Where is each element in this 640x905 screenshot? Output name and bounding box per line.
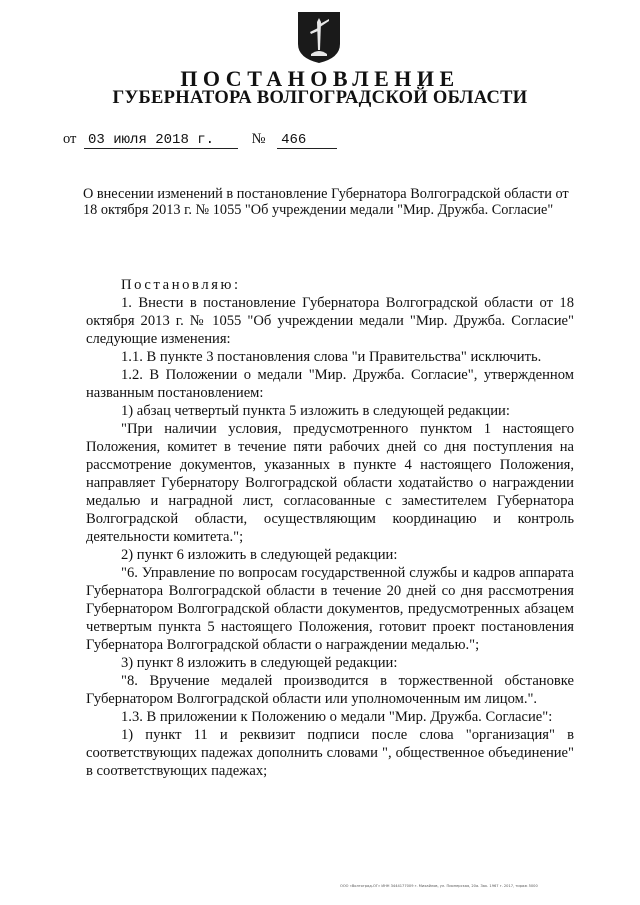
- body-paragraph: 1. Внести в постановление Губернатора Волгоградской области от 18 октября 2013 г. № 1055 "Об учреждении медали "Мир. Дружба. Согласие" следующие изменения:: [86, 295, 574, 347]
- number-prefix: №: [251, 131, 266, 147]
- body-paragraph: 1.1. В пункте 3 постановления слова "и Правительства" исключить.: [121, 349, 542, 365]
- decree-date: 03 июля 2018 г.: [84, 132, 238, 149]
- regional-emblem: [296, 10, 342, 64]
- body-paragraph: 1) пункт 11 и реквизит подписи после слова "организация" в соответствующих падежах дополнить словами ", общественное объединение" в соответствующих падежах;: [86, 727, 574, 779]
- body-paragraph: 2) пункт 6 изложить в следующей редакции:: [121, 547, 398, 563]
- body-paragraph: 1) абзац четвертый пункта 5 изложить в следующей редакции:: [121, 403, 510, 419]
- decree-verb: Постановляю:: [121, 277, 241, 293]
- body-paragraph: 1.3. В приложении к Положению о медали "Мир. Дружба. Согласие":: [121, 709, 553, 725]
- decree-subject: О внесении изменений в постановление Губернатора Волгоградской области от 18 октября 2013 г. № 1055 "Об учреждении медали "Мир. Дружба. Согласие": [83, 186, 569, 218]
- document-type-title: ПОСТАНОВЛЕНИЕ: [180, 66, 460, 91]
- body-paragraph: "8. Вручение медалей производится в торжественной обстановке Губернатором Волгоградской области или уполномоченным им лицом.".: [86, 673, 574, 707]
- printer-imprint: ООО «Волгоград-ОГ» ИНН 3444177009 г. Михайлов, ул. Пионерская, 20а. Зак. 1967 г. 2017, тираж 5000: [340, 884, 538, 888]
- body-paragraph: 1.2. В Положении о медали "Мир. Дружба. Согласие", утвержденном названным постановлением:: [86, 367, 574, 401]
- decree-body: [86, 276, 574, 780]
- body-paragraph: 3) пункт 8 изложить в следующей редакции:: [121, 655, 398, 671]
- body-paragraph: "При наличии условия, предусмотренного пунктом 1 настоящего Положения, комитет в течение пяти рабочих дней со дня поступления на рассмотрение документов, указанных в пункте 4 настоящего Положения, направляет Губернатору Волгоградской области ходатайство о награждении медалью и наградной лист, согласованные с заместителем Губернатора Волгоградской области, осуществляющим координацию и контроль деятельности комитета.";: [86, 421, 574, 545]
- date-prefix: от: [63, 131, 77, 147]
- decree-number: 466: [277, 132, 337, 149]
- issuing-authority: ГУБЕРНАТОРА ВОЛГОГРАДСКОЙ ОБЛАСТИ: [112, 88, 528, 108]
- date-number-line: [63, 131, 337, 149]
- body-paragraph: "6. Управление по вопросам государственной службы и кадров аппарата Губернатора Волгоградской области в течение 20 дней со дня рассмотрения Губернатором Волгоградской области документов, предусмотренных абзацем четвертым пункта 5 настоящего Положения, готовит проект постановления Губернатора Волгоградской области о награждении медалью.";: [86, 565, 574, 653]
